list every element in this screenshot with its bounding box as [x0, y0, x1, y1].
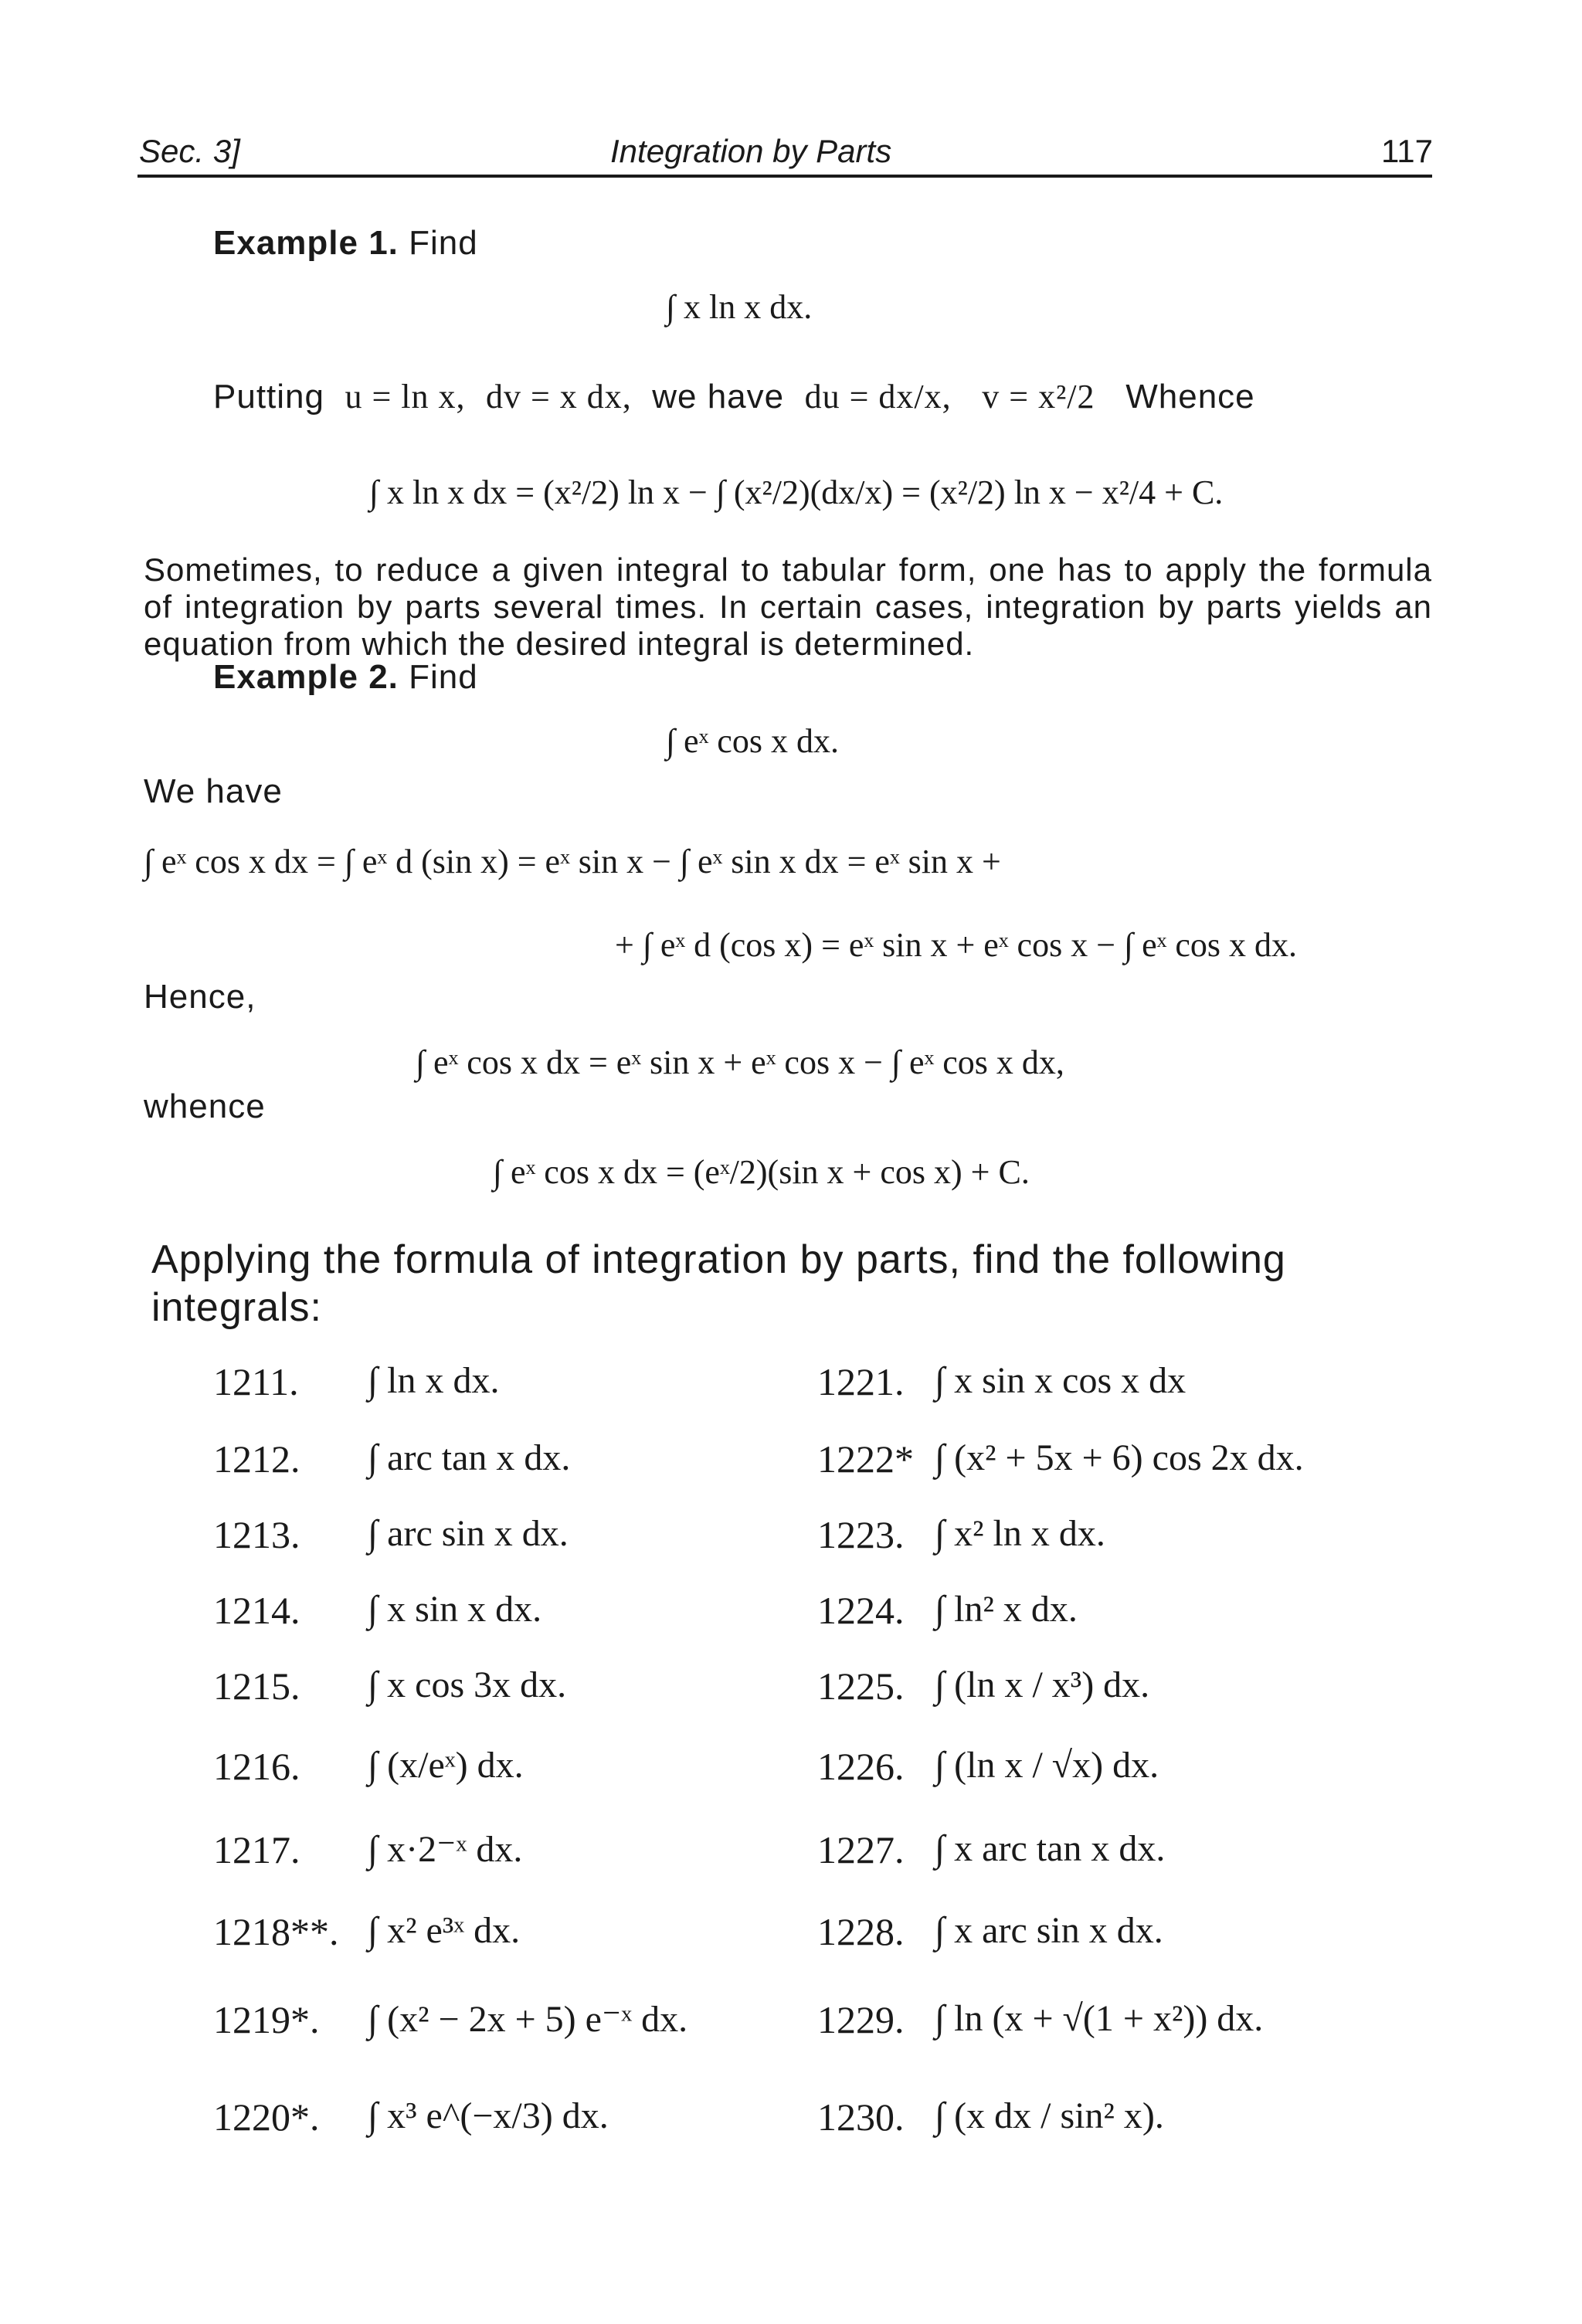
- whence-text: Whence: [1125, 378, 1255, 416]
- problem-expression: ∫ (ln x / x³) dx.: [935, 1664, 1150, 1705]
- problem-number: 1228.: [817, 1910, 905, 1953]
- problem-number: 1219*.: [213, 1998, 320, 2041]
- u-definition: u = ln x,: [345, 378, 466, 416]
- problem-expression: ∫ x arc tan x dx.: [935, 1828, 1166, 1869]
- problem-number: 1215.: [213, 1664, 300, 1708]
- problem-expression: ∫ arc sin x dx.: [368, 1513, 569, 1554]
- example2-find: Find: [409, 658, 478, 696]
- problem-expression: ∫ x·2⁻ˣ dx.: [368, 1829, 523, 1870]
- whence-label: whence: [144, 1087, 266, 1125]
- problem-number: 1221.: [817, 1360, 905, 1403]
- problem-expression: ∫ (x/eˣ) dx.: [368, 1745, 524, 1786]
- we-have-label: We have: [144, 772, 283, 810]
- problem-number: 1226.: [817, 1745, 905, 1788]
- problem-number: 1213.: [213, 1513, 300, 1556]
- example1-find: Find: [409, 224, 478, 262]
- example2-line3: ∫ eˣ cos x dx = eˣ sin x + eˣ cos x − ∫ eˣ cos x dx,: [416, 1043, 1064, 1081]
- problem-expression: ∫ ln² x dx.: [935, 1589, 1078, 1630]
- example1-integral: ∫ x ln x dx.: [666, 288, 813, 326]
- v-definition: v = x²/2: [982, 378, 1095, 416]
- problem-number: 1225.: [817, 1664, 905, 1708]
- problem-expression: ∫ arc tan x dx.: [368, 1437, 571, 1478]
- intro-paragraph: Sometimes, to reduce a given integral to tabular form, one has to apply the formula of integration by parts several times. In certain cases, integration by parts yields an equation from which the desired integral is determined.: [144, 551, 1432, 662]
- problem-number: 1218**.: [213, 1910, 339, 1953]
- du-definition: du = dx/x,: [804, 378, 952, 416]
- problem-number: 1220*.: [213, 2095, 320, 2139]
- problem-number: 1216.: [213, 1745, 300, 1788]
- page-number: 117: [1381, 133, 1433, 169]
- running-title: Integration by Parts: [610, 133, 892, 169]
- exercise-intro: Applying the formula of integration by parts, find the following integrals:: [151, 1237, 1286, 1330]
- example1-heading: [213, 224, 478, 263]
- example2-line1: ∫ eˣ cos x dx = ∫ eˣ d (sin x) = eˣ sin x − ∫ eˣ sin x dx = eˣ sin x +: [144, 843, 1001, 880]
- problem-number: 1212.: [213, 1437, 300, 1481]
- hence-label: Hence,: [144, 978, 256, 1016]
- example2-heading: [213, 658, 478, 697]
- problem-expression: ∫ (x² − 2x + 5) e⁻ˣ dx.: [368, 1999, 688, 2040]
- problem-number: 1230.: [817, 2095, 905, 2139]
- problem-number: 1227.: [817, 1828, 905, 1871]
- problem-expression: ∫ (x² + 5x + 6) cos 2x dx.: [935, 1437, 1304, 1478]
- example2-integral: ∫ eˣ cos x dx.: [666, 722, 839, 760]
- problem-number: 1214.: [213, 1589, 300, 1632]
- example2-label: Example 2.: [213, 658, 399, 696]
- section-label: Sec. 3]: [139, 133, 240, 169]
- problem-number: 1211.: [213, 1360, 299, 1403]
- problem-expression: ∫ ln x dx.: [368, 1360, 500, 1401]
- problem-expression: ∫ x arc sin x dx.: [935, 1910, 1163, 1951]
- problem-expression: ∫ x² e³ˣ dx.: [368, 1910, 521, 1951]
- problem-number: 1223.: [817, 1513, 905, 1556]
- problem-number: 1222*: [817, 1437, 914, 1481]
- we-have-text: we have: [652, 378, 785, 416]
- dv-definition: dv = x dx,: [485, 378, 632, 416]
- example1-substitution: [213, 377, 1255, 416]
- problem-expression: ∫ x³ e^(−x/3) dx.: [368, 2095, 609, 2136]
- problem-expression: ∫ (ln x / √x) dx.: [935, 1745, 1159, 1786]
- problem-expression: ∫ x sin x dx.: [368, 1589, 542, 1630]
- example1-solution: ∫ x ln x dx = (x²/2) ln x − ∫ (x²/2)(dx/x) = (x²/2) ln x − x²/4 + C.: [369, 473, 1224, 511]
- problem-number: 1224.: [817, 1589, 905, 1632]
- example2-line2: + ∫ eˣ d (cos x) = eˣ sin x + eˣ cos x − ∫ eˣ cos x dx.: [615, 926, 1297, 964]
- problem-expression: ∫ x² ln x dx.: [935, 1513, 1105, 1554]
- problem-expression: ∫ ln (x + √(1 + x²)) dx.: [935, 1998, 1264, 2039]
- problem-expression: ∫ (x dx / sin² x).: [935, 2095, 1164, 2136]
- example1-label: Example 1.: [213, 224, 399, 262]
- problem-number: 1217.: [213, 1828, 300, 1871]
- problem-number: 1229.: [817, 1998, 905, 2041]
- problem-expression: ∫ x cos 3x dx.: [368, 1664, 567, 1705]
- putting-text: Putting: [213, 378, 324, 416]
- example2-result: ∫ eˣ cos x dx = (eˣ/2)(sin x + cos x) + C.: [493, 1153, 1030, 1191]
- header-rule: [137, 175, 1432, 178]
- problem-expression: ∫ x sin x cos x dx: [935, 1360, 1186, 1401]
